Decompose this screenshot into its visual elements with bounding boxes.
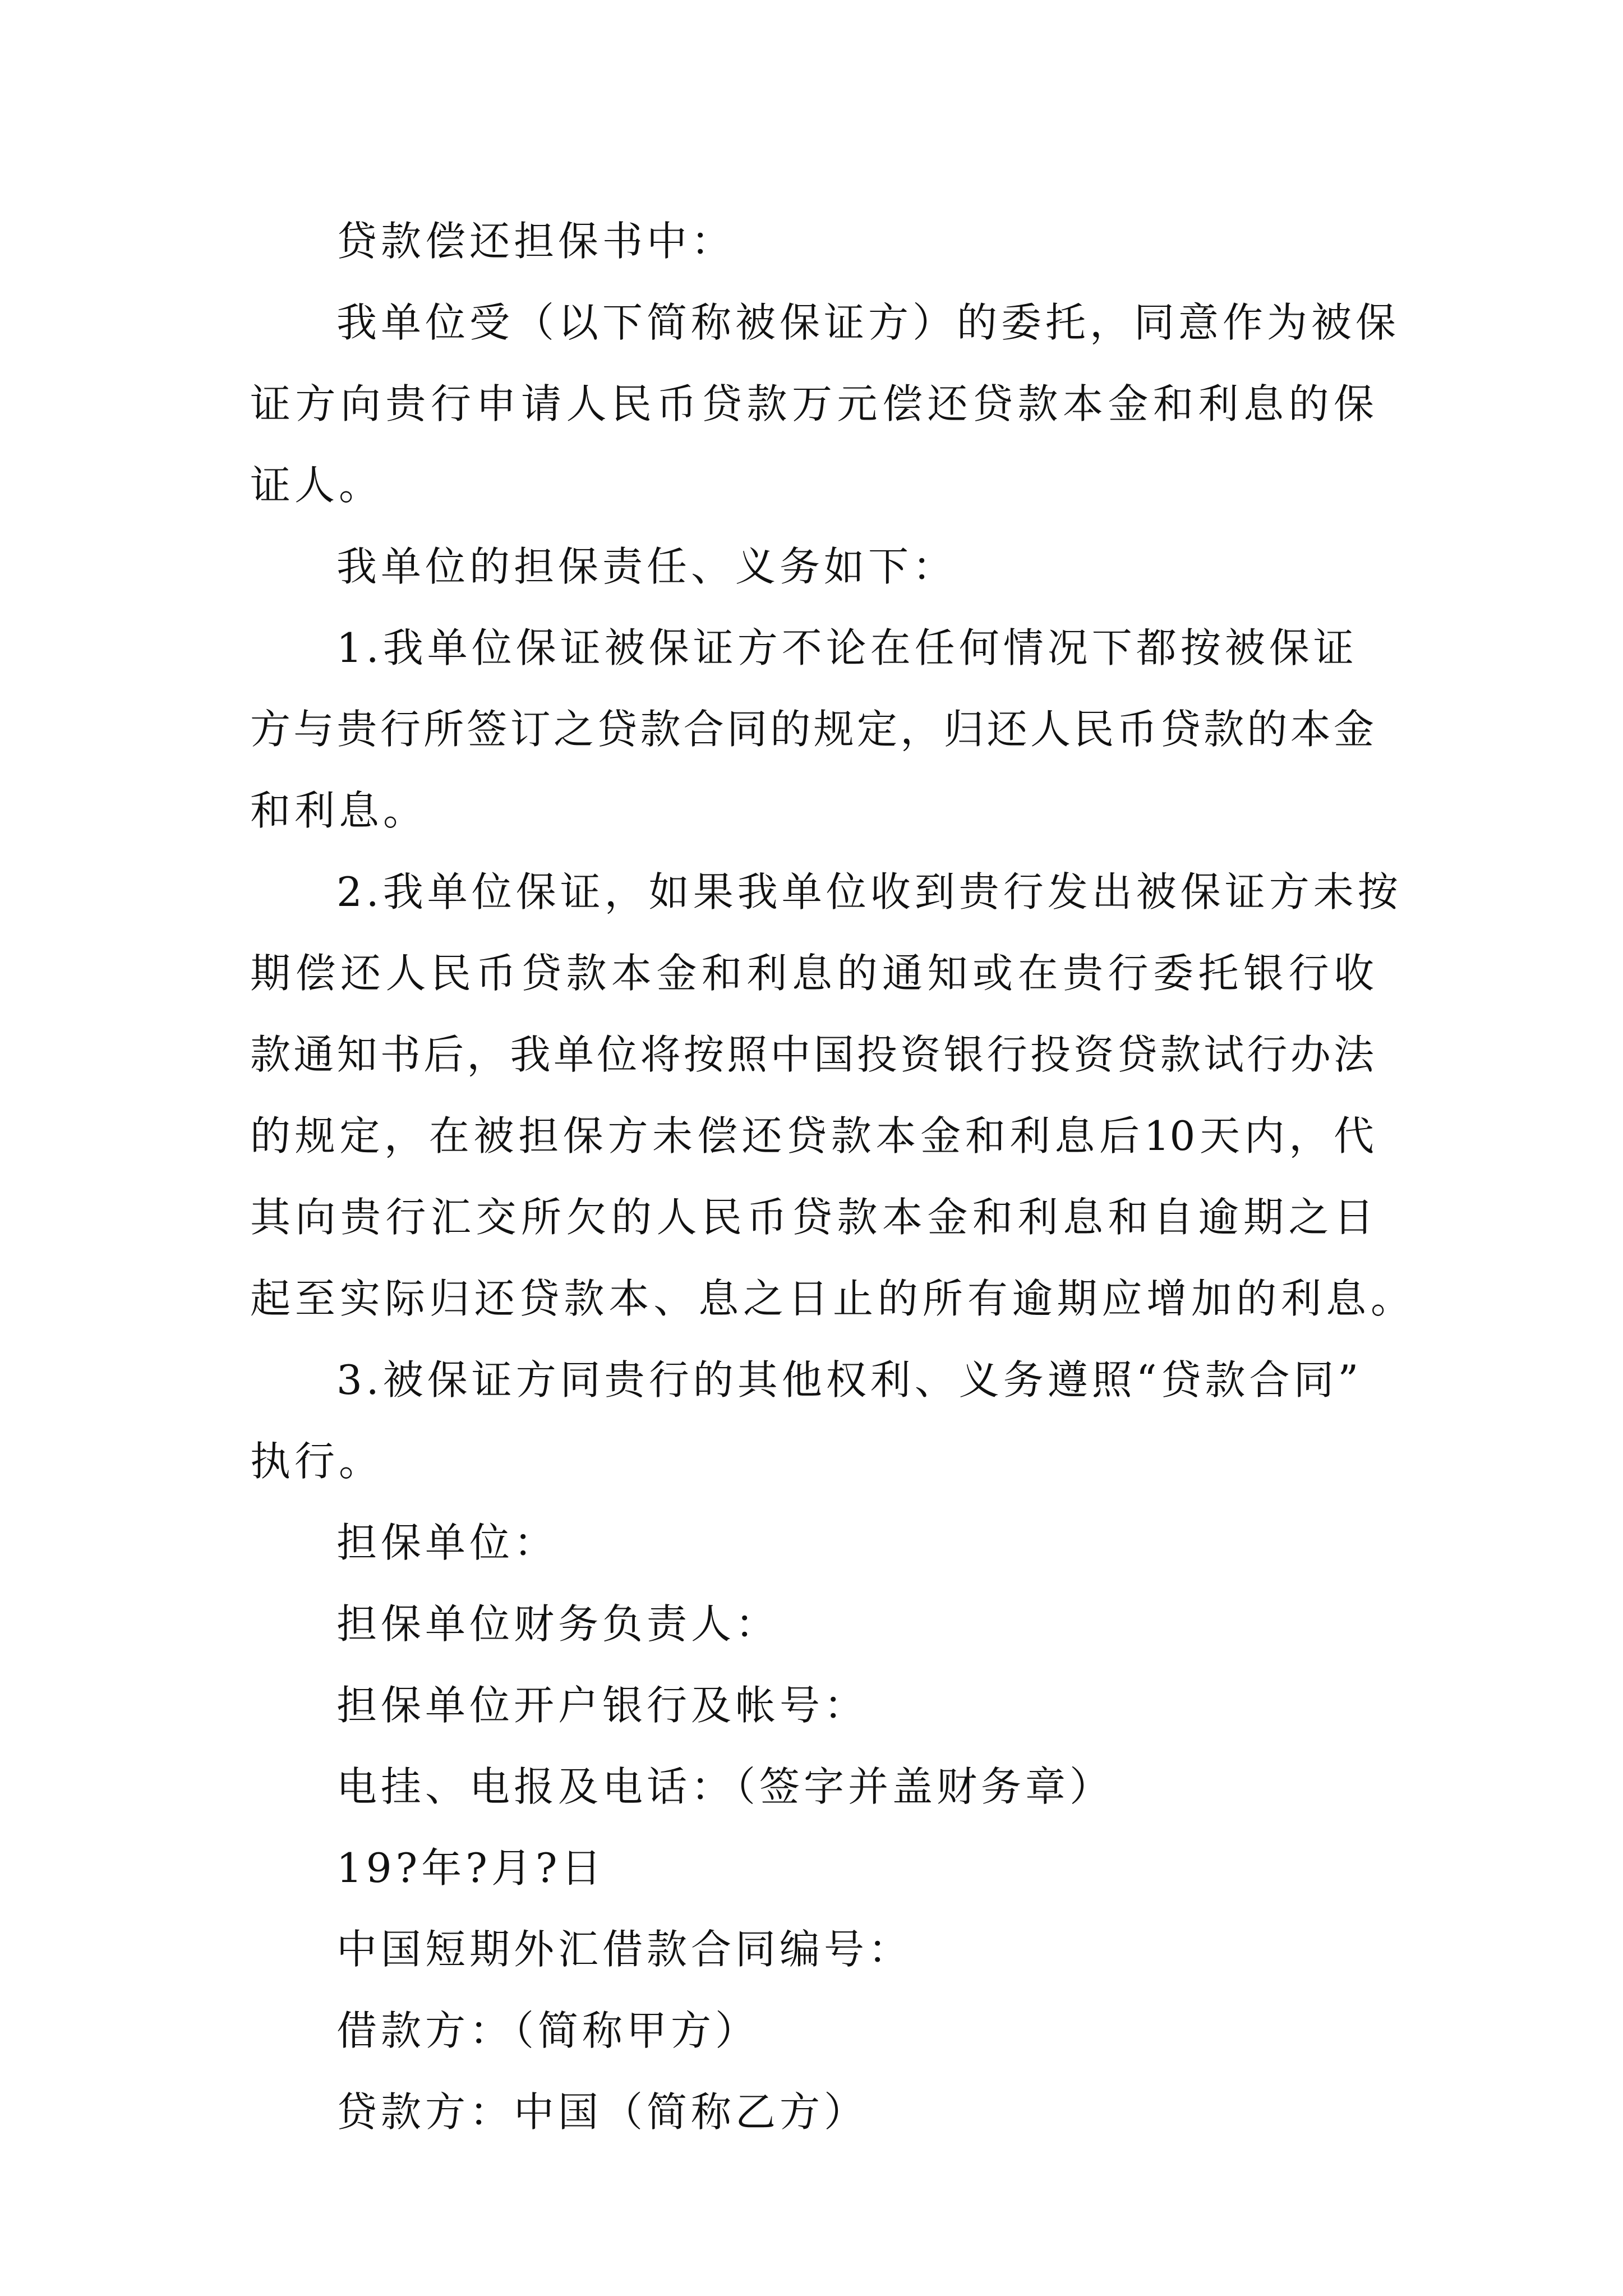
- clause-3-line-1: 3.被保证方同贵行的其他权利、义务遵照“贷款合同”: [336, 1356, 1363, 1404]
- guarantor-label: 担保单位：: [336, 1519, 559, 1566]
- clause-1-line-3: 和利息。: [250, 787, 428, 834]
- contact-label: 电挂、电报及电话：（签字并盖财务章）: [336, 1763, 1114, 1810]
- paragraph-1-line-1: 我单位受（以下简称被保证方）的委托，同意作为被保: [336, 299, 1400, 346]
- clause-2-line-3: 款通知书后，我单位将按照中国投资银行投资贷款试行办法: [250, 1031, 1374, 1078]
- finance-head-label: 担保单位财务负责人：: [336, 1600, 780, 1648]
- contract-number-label: 中国短期外汇借款合同编号：: [336, 1926, 913, 1973]
- clause-2-line-4: 的规定，在被担保方未偿还贷款本金和利息后10天内，代: [250, 1112, 1374, 1159]
- clause-2-line-2: 期偿还人民币贷款本金和利息的通知或在贵行委托银行收: [250, 950, 1374, 997]
- lender-label: 贷款方：中国（简称乙方）: [336, 2088, 869, 2136]
- clause-2-line-6: 起至实际归还贷款本、息之日止的所有逾期应增加的利息。: [250, 1275, 1411, 1322]
- paragraph-1-line-2: 证方向贵行申请人民币贷款万元偿还贷款本金和利息的保: [250, 380, 1374, 427]
- borrower-label: 借款方：（简称甲方）: [336, 2007, 760, 2054]
- clause-1-line-2: 方与贵行所签订之贷款合同的规定，归还人民币贷款的本金: [250, 706, 1374, 753]
- paragraph-heading: 贷款偿还担保书中：: [336, 218, 736, 265]
- clause-1-line-1: 1.我单位保证被保证方不论在任何情况下都按被保证: [336, 624, 1358, 671]
- clause-2-line-5: 其向贵行汇交所欠的人民币贷款本金和利息和自逾期之日: [250, 1194, 1374, 1241]
- bank-account-label: 担保单位开户银行及帐号：: [336, 1682, 869, 1729]
- date-line: 19?年?月?日: [336, 1844, 606, 1892]
- paragraph-1-line-3: 证人。: [250, 462, 384, 509]
- clause-3-line-2: 执行。: [250, 1438, 384, 1485]
- clause-2-line-1: 2.我单位保证，如果我单位收到贵行发出被保证方未按: [336, 868, 1402, 915]
- paragraph-2-line-1: 我单位的担保责任、义务如下：: [336, 543, 957, 590]
